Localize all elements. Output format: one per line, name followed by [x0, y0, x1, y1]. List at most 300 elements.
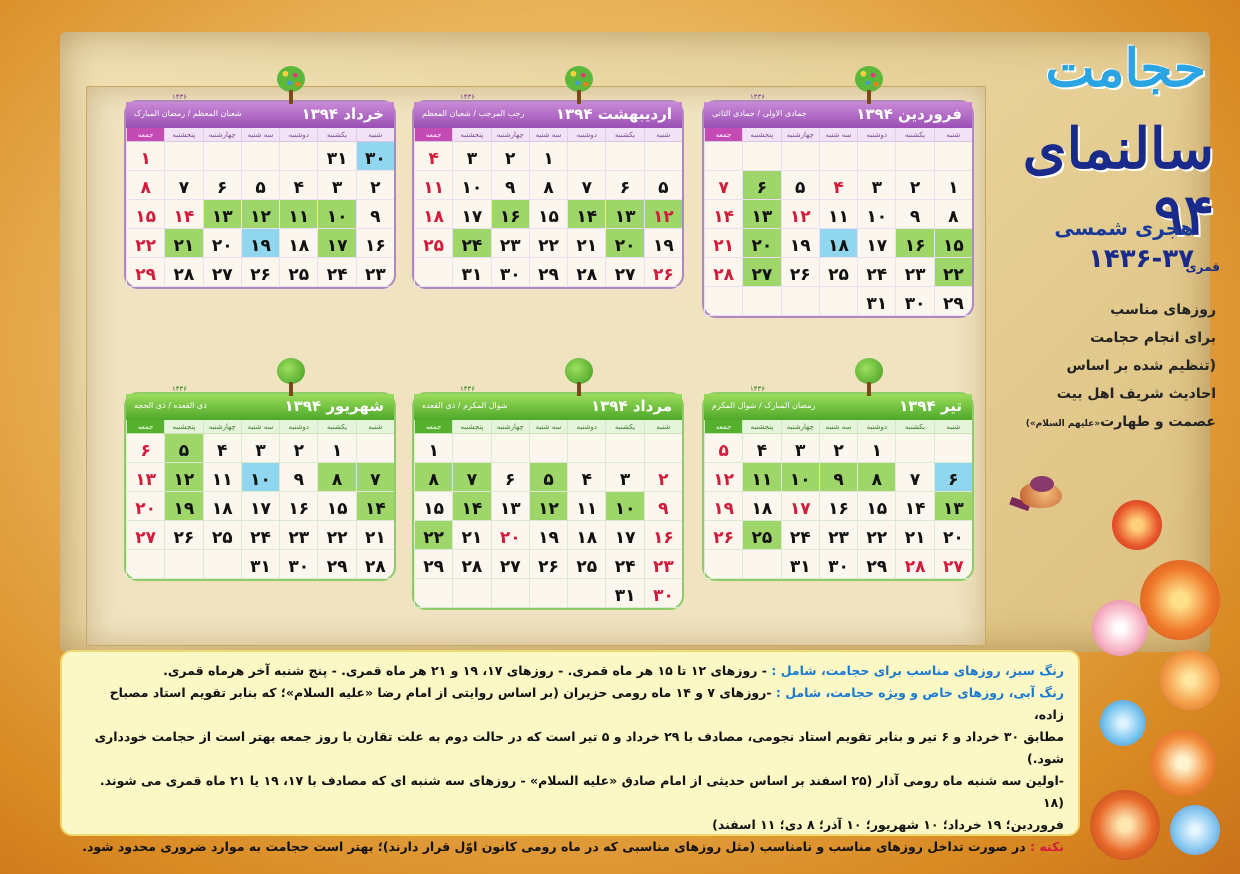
day-cell: ۲ [819, 434, 857, 463]
day-cell: ۹ [895, 200, 933, 229]
day-cell: ۱۰ [241, 463, 279, 492]
day-cell: ۷ [452, 463, 490, 492]
weekday-label: شنبه [644, 128, 682, 141]
month-title: شهریور ۱۳۹۴ [284, 397, 384, 415]
empty-cell [241, 142, 279, 171]
weekday-label: چهارشنبه [781, 420, 819, 433]
day-cell: ۱۷ [605, 521, 643, 550]
day-cell: ۹ [356, 200, 394, 229]
day-cell: ۱۰ [452, 171, 490, 200]
note-line [76, 660, 1064, 682]
day-cell: ۲۵ [819, 258, 857, 287]
month-hijri: جمادی الاولی / جمادی الثانی [712, 109, 807, 118]
day-cell: ۲۸ [704, 258, 742, 287]
day-cell: ۸ [934, 200, 972, 229]
day-cell: ۲۴ [781, 521, 819, 550]
month-header [414, 93, 682, 128]
empty-cell [781, 142, 819, 171]
empty-cell [644, 142, 682, 171]
day-cell: ۲۰ [491, 521, 529, 550]
brand-years: ۱۴۳۶-۳۷ [1087, 244, 1194, 274]
day-cell: ۱۹ [164, 492, 202, 521]
month-title: فروردین ۱۳۹۴ [856, 105, 962, 123]
day-cell: ۲۳ [644, 550, 682, 579]
weekday-row [126, 128, 394, 142]
day-cell: ۱۱ [819, 200, 857, 229]
day-grid [414, 142, 682, 287]
weekday-label: یکشنبه [605, 128, 643, 141]
notes-box [60, 650, 1080, 854]
bird-wing [1030, 476, 1054, 492]
month-hijri: شعبان المعظم / رمضان المبارک [134, 109, 242, 118]
month-hijri: ذی القعده / ذی الحجه [134, 401, 207, 410]
empty-cell [491, 579, 529, 608]
day-cell: ۱۶ [644, 521, 682, 550]
day-cell: ۱۰ [857, 200, 895, 229]
day-cell: ۳۰ [491, 258, 529, 287]
month-card [412, 385, 684, 610]
month-header [704, 93, 972, 128]
month-card [124, 385, 396, 581]
day-cell: ۲۷ [491, 550, 529, 579]
weekday-label: سه شنبه [241, 128, 279, 141]
day-cell: ۲۳ [491, 229, 529, 258]
day-cell: ۲۹ [529, 258, 567, 287]
day-cell: ۴ [279, 171, 317, 200]
weekday-label: دوشنبه [857, 128, 895, 141]
slogan-small: «علیهم السلام») [1025, 419, 1101, 429]
day-cell: ۱۳ [203, 200, 241, 229]
month-title: اردیبهشت ۱۳۹۴ [555, 105, 672, 123]
weekday-label: سه شنبه [819, 420, 857, 433]
month-card [412, 93, 684, 289]
brand-hijri-label: هجری شمسی [1054, 216, 1194, 240]
day-cell: ۲۲ [529, 229, 567, 258]
weekday-label: دوشنبه [857, 420, 895, 433]
empty-cell [529, 434, 567, 463]
day-cell: ۲۷ [605, 258, 643, 287]
day-cell: ۲۰ [742, 229, 780, 258]
weekday-label: یکشنبه [895, 128, 933, 141]
day-cell: ۲۹ [317, 550, 355, 579]
note-text: -روزهای ۷ و ۱۴ ماه رومی حزیران (بر اساس روایتی از امام رضا «علیه السلام»؛ که بنابر تقویم استاد مصباح زاده، [109, 685, 1064, 722]
note-text: - روزهای ۱۲ تا ۱۵ هر ماه قمری. - روزهای ۱۷، ۱۹ و ۲۱ هر ماه قمری. - پنج شنبه آخر هرماه قمری. [163, 663, 772, 678]
day-cell: ۱۶ [491, 200, 529, 229]
weekday-row [414, 420, 682, 434]
weekday-label: جمعه [126, 128, 164, 141]
weekday-label: چهارشنبه [203, 128, 241, 141]
day-cell: ۱۹ [644, 229, 682, 258]
slogan-line [984, 408, 1216, 438]
day-cell: ۱۲ [241, 200, 279, 229]
empty-cell [704, 287, 742, 316]
tree-icon [274, 66, 308, 104]
day-cell: ۷ [704, 171, 742, 200]
brand-block [984, 38, 1224, 278]
month-card [702, 385, 974, 581]
bird-illustration [1010, 470, 1070, 516]
day-cell: ۲۹ [414, 550, 452, 579]
day-cell: ۲۸ [452, 550, 490, 579]
day-grid [126, 434, 394, 579]
day-cell: ۵ [644, 171, 682, 200]
day-cell: ۱۹ [704, 492, 742, 521]
day-cell: ۲۲ [414, 521, 452, 550]
day-cell: ۵ [241, 171, 279, 200]
day-cell: ۲۱ [164, 229, 202, 258]
day-grid [126, 142, 394, 287]
weekday-label: یکشنبه [895, 420, 933, 433]
flower-icon [1090, 790, 1160, 860]
day-cell: ۱۳ [605, 200, 643, 229]
empty-cell [356, 434, 394, 463]
weekday-label: سه شنبه [529, 128, 567, 141]
empty-cell [203, 550, 241, 579]
weekday-label: پنجشنبه [452, 420, 490, 433]
day-cell: ۴ [203, 434, 241, 463]
day-cell: ۲ [356, 171, 394, 200]
day-cell: ۲ [644, 463, 682, 492]
empty-cell [819, 142, 857, 171]
day-cell: ۱۴ [704, 200, 742, 229]
weekday-label: جمعه [414, 420, 452, 433]
tree-crown [855, 66, 883, 92]
day-cell: ۱۴ [356, 492, 394, 521]
day-cell: ۳۱ [605, 579, 643, 608]
day-cell: ۸ [317, 463, 355, 492]
month-title: تیر ۱۳۹۴ [899, 397, 962, 415]
day-cell: ۳۱ [452, 258, 490, 287]
day-cell: ۱۸ [819, 229, 857, 258]
day-cell: ۱۲ [704, 463, 742, 492]
empty-cell [414, 579, 452, 608]
weekday-label: دوشنبه [567, 420, 605, 433]
weekday-label: دوشنبه [279, 420, 317, 433]
month-hijri-year: ۱۴۳۶ [460, 385, 476, 393]
day-cell: ۲۲ [934, 258, 972, 287]
tree-icon [274, 358, 308, 396]
day-cell: ۶ [742, 171, 780, 200]
day-cell: ۱۱ [203, 463, 241, 492]
month-header [414, 385, 682, 420]
day-cell: ۲۵ [203, 521, 241, 550]
day-cell: ۲۳ [895, 258, 933, 287]
day-cell: ۱۸ [414, 200, 452, 229]
empty-cell [567, 142, 605, 171]
empty-cell [126, 550, 164, 579]
day-cell: ۱ [126, 142, 164, 171]
day-cell: ۱۶ [895, 229, 933, 258]
day-cell: ۸ [414, 463, 452, 492]
weekday-label: جمعه [704, 128, 742, 141]
day-cell: ۱۱ [279, 200, 317, 229]
day-cell: ۱۵ [317, 492, 355, 521]
note-heading: نکته : [1030, 839, 1064, 854]
empty-cell [742, 287, 780, 316]
flower-icon [1112, 500, 1162, 550]
weekday-label: چهارشنبه [781, 128, 819, 141]
empty-cell [704, 142, 742, 171]
weekday-row [704, 128, 972, 142]
day-cell: ۲۶ [164, 521, 202, 550]
day-cell: ۲۴ [857, 258, 895, 287]
day-cell: ۳۰ [644, 579, 682, 608]
slogan-line: (تنظیم شده بر اساس [1066, 358, 1216, 374]
day-cell: ۲۴ [452, 229, 490, 258]
day-cell: ۲۴ [605, 550, 643, 579]
month-hijri: رجب المرجب / شعبان المعظم [422, 109, 525, 118]
day-cell: ۲۸ [356, 550, 394, 579]
weekday-row [414, 128, 682, 142]
weekday-label: سه شنبه [529, 420, 567, 433]
day-cell: ۱۴ [452, 492, 490, 521]
weekday-label: شنبه [934, 128, 972, 141]
tree-trunk [289, 90, 293, 104]
day-cell: ۱۲ [529, 492, 567, 521]
weekday-label: جمعه [414, 128, 452, 141]
empty-cell [934, 434, 972, 463]
day-cell: ۳ [781, 434, 819, 463]
weekday-label: جمعه [126, 420, 164, 433]
day-cell: ۲۵ [414, 229, 452, 258]
flower-icon [1100, 700, 1146, 746]
month-title: مرداد ۱۳۹۴ [590, 397, 672, 415]
day-cell: ۲۱ [356, 521, 394, 550]
day-cell: ۱۱ [414, 171, 452, 200]
day-cell: ۷ [164, 171, 202, 200]
month-hijri-year: ۱۴۳۶ [750, 93, 766, 101]
empty-cell [704, 550, 742, 579]
day-cell: ۳۰ [356, 142, 394, 171]
day-cell: ۱۴ [567, 200, 605, 229]
day-cell: ۲۵ [742, 521, 780, 550]
day-cell: ۲۳ [819, 521, 857, 550]
month-hijri-year: ۱۴۳۶ [172, 385, 188, 393]
flower-icon [1160, 650, 1220, 710]
day-cell: ۲۹ [857, 550, 895, 579]
note-blue-heading: رنگ آبی، روزهای خاص و ویژه حجامت، شامل : [775, 685, 1064, 700]
tree-trunk [867, 382, 871, 396]
day-cell: ۱ [934, 171, 972, 200]
day-cell: ۱۸ [279, 229, 317, 258]
day-cell: ۲۶ [241, 258, 279, 287]
note-line [76, 682, 1064, 726]
slogan-line: روزهای مناسب [1110, 302, 1216, 318]
day-cell: ۸ [857, 463, 895, 492]
day-cell: ۱۲ [644, 200, 682, 229]
day-cell: ۲۷ [203, 258, 241, 287]
day-cell: ۲۵ [279, 258, 317, 287]
weekday-row [704, 420, 972, 434]
empty-cell [452, 434, 490, 463]
day-cell: ۱۲ [781, 200, 819, 229]
empty-cell [529, 579, 567, 608]
day-cell: ۳ [241, 434, 279, 463]
slogan-line: احادیث شریف اهل بیت [1056, 386, 1216, 402]
day-cell: ۱۴ [164, 200, 202, 229]
tree-trunk [577, 382, 581, 396]
empty-cell [895, 434, 933, 463]
empty-cell [605, 434, 643, 463]
empty-cell [414, 258, 452, 287]
brand-title: حجامت [1045, 38, 1206, 99]
tree-trunk [867, 90, 871, 104]
brand-qamari-label: قمری [1185, 260, 1220, 274]
month-card [124, 93, 396, 289]
note-line: -اولین سه شنبه ماه رومی آذار (۲۵ اسفند بر اساس حدیثی از امام صادق «علیه السلام» - روزهای سه شنبه ای که مصادف با ۱۷، ۱۹ یا ۲۱ ماه قمری می شوند. (۱۸ [99, 773, 1064, 810]
tree-icon [852, 358, 886, 396]
empty-cell [934, 142, 972, 171]
day-cell: ۹ [279, 463, 317, 492]
weekday-label: شنبه [356, 420, 394, 433]
weekday-label: شنبه [934, 420, 972, 433]
weekday-label: سه شنبه [819, 128, 857, 141]
day-cell: ۱۲ [164, 463, 202, 492]
day-cell: ۶ [934, 463, 972, 492]
weekday-label: پنجشنبه [742, 128, 780, 141]
day-cell: ۲ [491, 142, 529, 171]
empty-cell [203, 142, 241, 171]
day-cell: ۷ [356, 463, 394, 492]
day-cell: ۱۵ [126, 200, 164, 229]
empty-cell [164, 550, 202, 579]
weekday-label: شنبه [644, 420, 682, 433]
month-card [702, 93, 974, 318]
day-cell: ۲۸ [164, 258, 202, 287]
day-cell: ۱۳ [742, 200, 780, 229]
empty-cell [567, 579, 605, 608]
day-cell: ۳ [605, 463, 643, 492]
day-cell: ۱۹ [241, 229, 279, 258]
empty-cell [742, 142, 780, 171]
day-cell: ۱۳ [126, 463, 164, 492]
empty-cell [452, 579, 490, 608]
month-hijri-year: ۱۴۳۶ [460, 93, 476, 101]
weekday-label: چهارشنبه [203, 420, 241, 433]
weekday-row [126, 420, 394, 434]
day-cell: ۳۱ [857, 287, 895, 316]
tree-icon [562, 358, 596, 396]
day-cell: ۱۶ [356, 229, 394, 258]
day-cell: ۵ [529, 463, 567, 492]
day-cell: ۲۲ [857, 521, 895, 550]
day-cell: ۲۱ [704, 229, 742, 258]
day-cell: ۴ [742, 434, 780, 463]
day-cell: ۱۵ [934, 229, 972, 258]
day-cell: ۲۱ [567, 229, 605, 258]
day-cell: ۲۰ [203, 229, 241, 258]
day-cell: ۱۳ [491, 492, 529, 521]
day-cell: ۶ [203, 171, 241, 200]
month-header [126, 385, 394, 420]
day-cell: ۱۱ [742, 463, 780, 492]
day-cell: ۳۱ [241, 550, 279, 579]
weekday-label: دوشنبه [567, 128, 605, 141]
flower-icon [1150, 730, 1216, 796]
day-cell: ۱۴ [895, 492, 933, 521]
day-cell: ۲۸ [895, 550, 933, 579]
day-cell: ۳۱ [317, 142, 355, 171]
day-cell: ۵ [781, 171, 819, 200]
day-cell: ۶ [126, 434, 164, 463]
weekday-label: پنجشنبه [742, 420, 780, 433]
day-cell: ۳۰ [279, 550, 317, 579]
day-cell: ۲۰ [126, 492, 164, 521]
day-cell: ۲۷ [742, 258, 780, 287]
day-cell: ۲۴ [317, 258, 355, 287]
day-cell: ۲۶ [704, 521, 742, 550]
weekday-label: چهارشنبه [491, 420, 529, 433]
day-cell: ۷ [567, 171, 605, 200]
slogan-text: عصمت و طهارت [1100, 414, 1216, 430]
day-cell: ۲۸ [567, 258, 605, 287]
day-cell: ۳۰ [819, 550, 857, 579]
day-cell: ۲۳ [279, 521, 317, 550]
day-cell: ۳۱ [781, 550, 819, 579]
day-cell: ۱۰ [317, 200, 355, 229]
day-cell: ۱۸ [567, 521, 605, 550]
day-cell: ۳ [857, 171, 895, 200]
day-cell: ۷ [895, 463, 933, 492]
weekday-label: پنجشنبه [164, 420, 202, 433]
day-grid [704, 434, 972, 579]
empty-cell [819, 287, 857, 316]
tree-crown [277, 66, 305, 92]
flower-icon [1140, 560, 1220, 640]
flower-icon [1170, 805, 1220, 855]
tree-crown [855, 358, 883, 384]
day-cell: ۲۲ [317, 521, 355, 550]
day-grid [704, 142, 972, 316]
empty-cell [781, 287, 819, 316]
weekday-label: جمعه [704, 420, 742, 433]
day-cell: ۳۰ [895, 287, 933, 316]
day-cell: ۱ [414, 434, 452, 463]
day-cell: ۲۱ [895, 521, 933, 550]
day-cell: ۱۸ [742, 492, 780, 521]
day-cell: ۲ [895, 171, 933, 200]
day-cell: ۲۰ [605, 229, 643, 258]
day-cell: ۱۹ [529, 521, 567, 550]
month-header [126, 93, 394, 128]
day-cell: ۱۷ [241, 492, 279, 521]
day-cell: ۲۶ [529, 550, 567, 579]
day-cell: ۱۷ [781, 492, 819, 521]
day-cell: ۱۰ [781, 463, 819, 492]
day-cell: ۲۰ [934, 521, 972, 550]
tree-icon [562, 66, 596, 104]
weekday-label: پنجشنبه [452, 128, 490, 141]
day-cell: ۱۶ [279, 492, 317, 521]
month-header [704, 385, 972, 420]
empty-cell [605, 142, 643, 171]
tree-crown [565, 66, 593, 92]
day-cell: ۲۱ [452, 521, 490, 550]
month-title: خرداد ۱۳۹۴ [301, 105, 384, 123]
empty-cell [742, 550, 780, 579]
day-cell: ۸ [126, 171, 164, 200]
day-cell: ۲۹ [126, 258, 164, 287]
day-cell: ۲۴ [241, 521, 279, 550]
day-cell: ۵ [704, 434, 742, 463]
empty-cell [279, 142, 317, 171]
day-cell: ۲۵ [567, 550, 605, 579]
empty-cell [857, 142, 895, 171]
day-cell: ۲۶ [781, 258, 819, 287]
day-cell: ۹ [819, 463, 857, 492]
day-cell: ۳ [452, 142, 490, 171]
weekday-label: شنبه [356, 128, 394, 141]
